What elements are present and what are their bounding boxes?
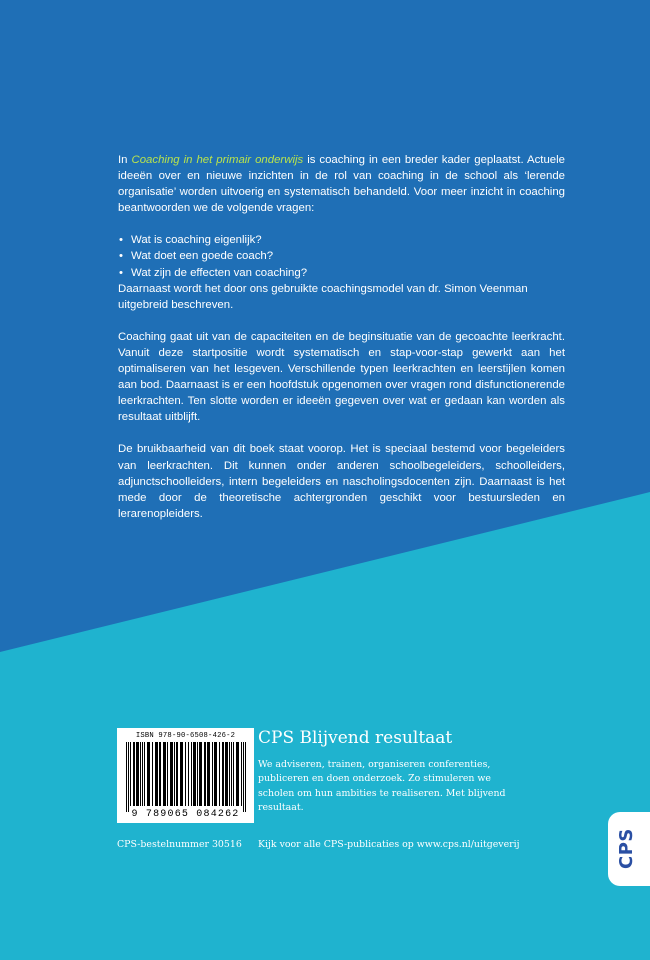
ean-digits: 9 789065 084262 — [131, 809, 240, 820]
list-item: • Wat doet een goede coach? — [118, 248, 565, 264]
barcode-bar — [197, 742, 198, 806]
barcode-bar — [159, 742, 161, 806]
isbn-number: ISBN 978-90-6508-426-2 — [135, 732, 236, 740]
barcode-bar — [204, 742, 206, 806]
barcode-bar — [130, 742, 131, 806]
list-item: • Wat is coaching eigenlijk? — [118, 232, 565, 248]
barcode-bar — [241, 742, 242, 806]
tagline-body: We adviseren, trainen, organiseren conferenties, publiceren en doen onderzoek. Zo stimuleren we scholen om hun ambities te realiseren. Met blijvend resultaat. — [258, 759, 506, 814]
barcode-bar — [188, 742, 189, 806]
barcode-bar — [142, 742, 143, 806]
isbn-barcode — [117, 728, 254, 823]
barcode-bar — [170, 742, 173, 806]
barcode-bar — [214, 742, 217, 806]
barcode-bar — [180, 742, 183, 806]
barcode-bar — [163, 742, 166, 806]
barcode-bar — [185, 742, 186, 806]
blurb-paragraph-audience: De bruikbaarheid van dit boek staat voorop. Het is speciaal bestemd voor begeleiders van leerkrachten. Dit kunnen onder anderen schoolbegeleiders, schoolleiders, adjunctschoolleiders, intern begeleiders en nascholingsdocenten zijn. Daarnaast is het mede door de theoretische achtergronden geschikt voor bestuursleden en lerarenopleiders. — [118, 443, 565, 520]
book-title-highlight: Coaching in het primair onderwijs — [131, 154, 304, 166]
barcode-bar — [245, 742, 246, 812]
barcode-bar — [126, 742, 127, 812]
questions-list — [118, 232, 565, 280]
barcode-bar — [207, 742, 210, 806]
barcode-bar — [199, 742, 202, 806]
barcode-bar — [147, 742, 150, 806]
barcode-bar — [128, 742, 129, 812]
barcode-bar — [174, 742, 175, 806]
intro-text: is coaching in een breder kader geplaatst. Actuele ideeën over en nieuwe inzichten in de rol van coaching in de school als ‘lerende organisatie’ worden uitvoerig en systematisch behandeld. Voor meer inzicht in coaching beantwoorden we de volgende vragen: — [118, 154, 565, 215]
barcode-bar — [133, 742, 135, 806]
barcode-bar — [233, 742, 234, 806]
barcode-bar — [212, 742, 213, 806]
cps-logo: CPS — [616, 828, 637, 869]
blurb-paragraph-approach: Coaching gaat uit van de capaciteiten en de beginsituatie van de gecoachte leerkracht. Vanuit deze startpositie wordt systematisch en stap-voor-stap gewerkt aan het optimaliseren van het lesgeven. Verschillende typen leerkrachten en leerstijlen komen aan bod. Daarnaast is er een hoofdstuk opgenomen over vragen rond disfunctionerende leerkrachten. Ten slotte worden er ideeën gegeven over wat er gedaan kan worden als resultaat uitblijft. — [118, 330, 565, 424]
website-line: Kijk voor alle CPS-publicaties op www.cps.nl/uitgeverij — [258, 839, 520, 850]
barcode-bar — [222, 742, 224, 806]
barcode-bar — [140, 742, 141, 806]
barcode-bar — [193, 742, 196, 806]
barcode-bar — [219, 742, 220, 806]
barcode-bar — [243, 742, 244, 812]
tagline-title: CPS Blijvend resultaat — [258, 728, 453, 748]
list-item: • Wat zijn de effecten van coaching? — [118, 265, 565, 281]
barcode-bar — [136, 742, 139, 806]
barcode-bar — [225, 742, 228, 806]
barcode-bar — [144, 742, 145, 806]
blurb-text — [118, 152, 565, 522]
blurb-paragraph-intro — [118, 152, 565, 216]
barcode-bar — [231, 742, 232, 806]
barcode-bar — [236, 742, 239, 806]
intro-prefix: In — [118, 154, 132, 166]
blurb-paragraph-model: Daarnaast wordt het door ons gebruikte coachingsmodel van dr. Simon Veenman uitgebreid beschreven. — [118, 282, 528, 311]
barcode-bar — [152, 742, 153, 806]
order-number: CPS-bestelnummer 30516 — [117, 839, 242, 850]
barcode-bar — [176, 742, 178, 806]
barcode-bar — [155, 742, 158, 806]
barcode-bar — [191, 742, 192, 806]
barcode-bar — [229, 742, 230, 806]
barcode-bar — [167, 742, 168, 806]
